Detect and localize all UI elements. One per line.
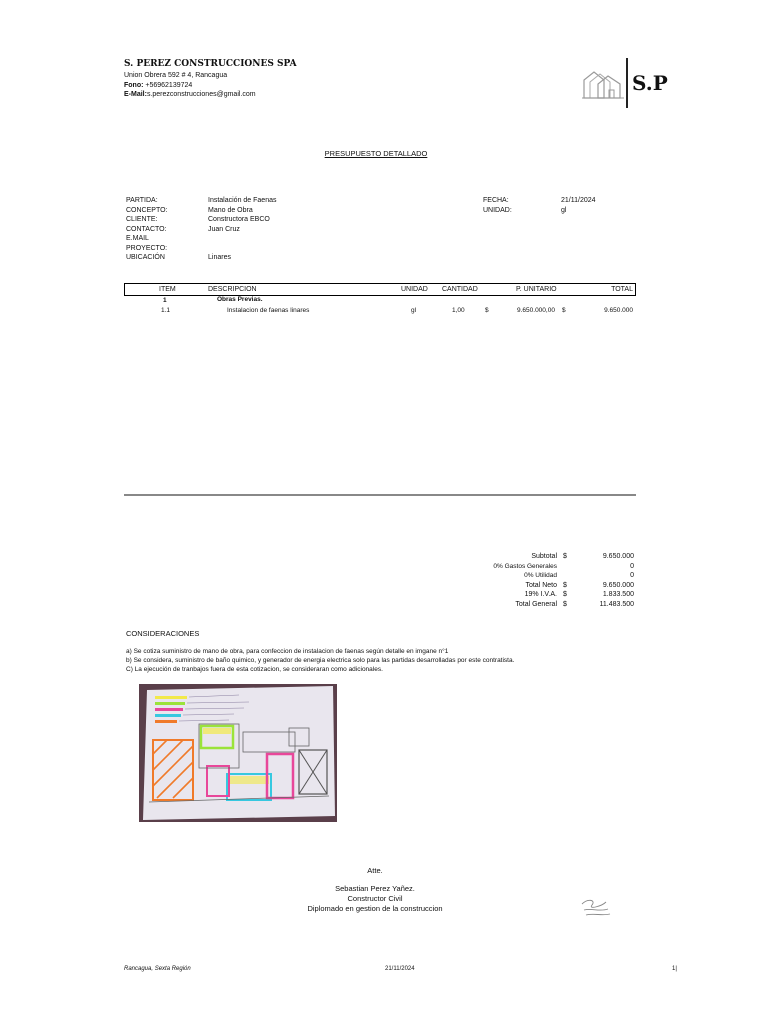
total-symbol: $: [563, 581, 567, 589]
signature-name: Sebastian Perez Yañez.: [335, 884, 415, 893]
section-item: 1: [163, 297, 167, 304]
total-label: Subtotal: [531, 553, 557, 560]
total-label: Total General: [515, 600, 557, 608]
meta-row: [126, 253, 326, 263]
row-currency-symbol: $: [562, 307, 566, 314]
email-label: E-Mail:: [124, 91, 147, 98]
footer-date: 21/11/2024: [385, 966, 415, 972]
total-symbol: $: [563, 600, 567, 608]
row-unidad: gl: [411, 307, 417, 314]
meta-row: [483, 206, 633, 216]
document-title: PRESUPUESTO DETALLADO: [324, 149, 428, 158]
meta-value: Linares: [208, 254, 231, 261]
row-total: 9.650.000: [604, 307, 633, 314]
row-unitario: 9.650.000,00: [517, 307, 555, 314]
site-plan-sketch-icon: [139, 684, 337, 822]
logo-initials: S.P: [632, 71, 668, 95]
meta-label: UNIDAD:: [483, 206, 512, 214]
company-phone: [124, 81, 192, 91]
total-symbol: $: [563, 591, 567, 598]
row-item: 1.1: [161, 307, 171, 314]
row-cantidad: 1,00: [452, 307, 465, 314]
meta-value: Juan Cruz: [208, 225, 240, 233]
col-cantidad-header: CANTIDAD: [442, 286, 478, 293]
meta-label: CLIENTE:: [126, 216, 158, 223]
footer-location: Rancagua, Sexta Región: [124, 966, 191, 972]
meta-label: PROYECTO:: [126, 244, 168, 252]
total-symbol: $: [563, 553, 567, 560]
table-header: [124, 283, 636, 296]
considerations-title: CONSIDERACIONES: [126, 629, 200, 638]
total-value: 9.650.000: [602, 581, 634, 589]
col-total-header: TOTAL: [611, 286, 633, 293]
phone-value: +56962139724: [143, 81, 193, 89]
meta-label: UBICACIÓN: [126, 254, 165, 261]
col-descripcion-header: DESCRIPCION: [208, 286, 257, 293]
col-unidad-header: UNIDAD: [401, 286, 428, 293]
footer-page-number: 1|: [672, 966, 677, 972]
meta-value: Constructora EBCO: [208, 216, 270, 223]
meta-row: [126, 206, 326, 216]
meta-row: [126, 225, 326, 235]
total-value: 9.650.000: [602, 553, 634, 560]
email-value: s.perezconstrucciones@gmail.com: [146, 91, 256, 98]
meta-right: [483, 196, 633, 215]
consideration-item: a) Se cotiza suministro de mano de obra, para confeccion de instalacion de faenas según detalle en imgane n°1: [126, 648, 449, 655]
company-address: Union Obrera 592 # 4, Rancagua: [124, 72, 228, 79]
total-label: 0% Gastos Generales: [493, 562, 557, 570]
considerations-list: [126, 647, 646, 674]
meta-row: [126, 234, 326, 244]
meta-row: [126, 196, 326, 206]
table-bottom-rule: [124, 494, 636, 496]
meta-label: FECHA:: [483, 197, 509, 204]
total-value: 11.483.500: [599, 600, 634, 608]
meta-value: Instalación de Faenas: [208, 197, 277, 204]
signature-closing: Atte.: [367, 866, 383, 875]
phone-label: Fono:: [124, 81, 144, 89]
total-value: 0: [630, 562, 634, 570]
handwritten-signature-icon: [578, 896, 614, 920]
meta-row: [126, 244, 326, 254]
total-label: Total Neto: [525, 581, 557, 589]
meta-label: PARTIDA:: [126, 197, 158, 204]
row-descripcion: Instalacion de faenas linares: [227, 307, 310, 314]
company-name: S. PEREZ CONSTRUCCIONES SPA: [124, 59, 297, 69]
meta-label: E.MAIL: [126, 235, 149, 242]
row-currency-symbol: $: [485, 307, 489, 314]
meta-label: CONCEPTO:: [126, 206, 168, 214]
meta-value: 21/11/2024: [561, 197, 596, 204]
total-value: 1.833.500: [602, 591, 634, 598]
meta-label: CONTACTO:: [126, 225, 167, 233]
total-value: 0: [630, 572, 634, 579]
meta-row: [126, 215, 326, 225]
site-sketch-image: [139, 684, 337, 822]
consideration-item: b) Se considera, suministro de baño quimico, y generador de energia electrica solo para las partidas desarrolladas por este contratista.: [126, 657, 515, 664]
company-logo: [580, 58, 675, 108]
meta-left: [126, 196, 326, 263]
meta-value: Mano de Obra: [208, 206, 253, 214]
total-label: 19% I.V.A.: [524, 591, 557, 598]
logo-divider: [626, 58, 628, 108]
signature-degree: Diplomado en gestion de la construccion: [307, 904, 443, 913]
meta-row: [483, 196, 633, 206]
company-email: [124, 90, 256, 100]
col-unitario-header: P. UNITARIO: [516, 286, 557, 293]
section-descripcion: Obras Previas.: [217, 296, 263, 303]
signature-title: Constructor Civil: [347, 894, 403, 903]
total-label: 0% Utilidad: [524, 572, 557, 579]
meta-value: gl: [561, 206, 567, 214]
col-item-header: ITEM: [159, 286, 176, 293]
house-logo-icon: [580, 64, 628, 104]
consideration-item: C) La ejecución de tranbajos fuera de esta cotizacion, se consideraran como adicionales.: [126, 666, 383, 673]
